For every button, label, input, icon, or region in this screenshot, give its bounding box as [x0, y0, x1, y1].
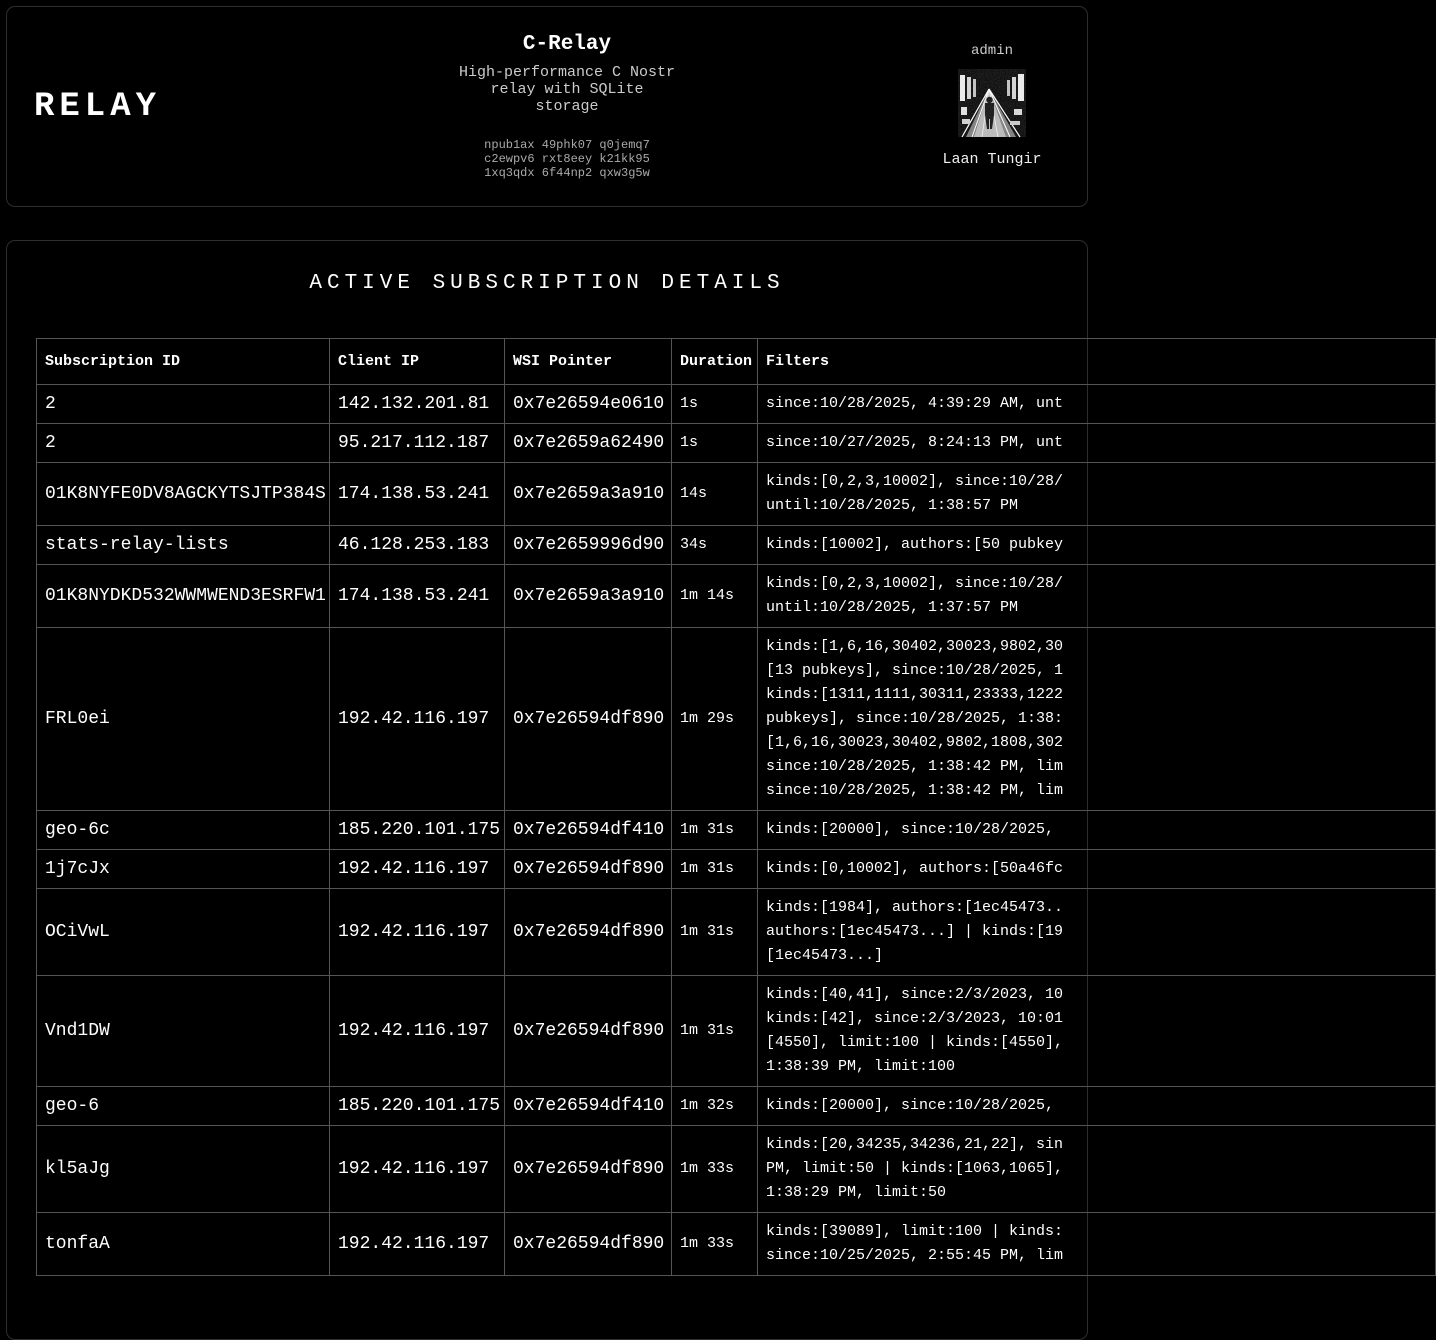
filter-line: kinds:[0,2,3,10002], since:10/28/	[766, 473, 1064, 490]
cell-duration: 1s	[672, 424, 758, 463]
filter-line: 1:38:29 PM, limit:50	[766, 1184, 947, 1201]
filter-line: 1:38:39 PM, limit:100	[766, 1058, 956, 1075]
cell-subscription-id: stats-relay-lists	[37, 526, 330, 565]
column-header-subscription-id: Subscription ID	[37, 339, 330, 385]
cell-wsi-pointer: 0x7e2659a3a910	[505, 463, 672, 526]
filter-line: since:10/27/2025, 8:24:13 PM, unt	[766, 434, 1064, 451]
npub-line: c2ewpv6 rxt8eey k21kk95	[484, 152, 650, 166]
filter-line: kinds:[1,6,16,30402,30023,9802,30	[766, 638, 1064, 655]
cell-subscription-id: kl5aJg	[37, 1126, 330, 1213]
table-row	[37, 889, 1436, 976]
cell-duration: 1m 33s	[672, 1126, 758, 1213]
cell-wsi-pointer: 0x7e2659996d90	[505, 526, 672, 565]
filter-line: until:10/28/2025, 1:37:57 PM	[766, 599, 1019, 616]
subscriptions-table-body	[37, 385, 1436, 1276]
cell-subscription-id: geo-6c	[37, 811, 330, 850]
cell-filters	[758, 628, 1436, 811]
cell-client-ip: 95.217.112.187	[330, 424, 505, 463]
table-row	[37, 1126, 1436, 1213]
table-row	[37, 1213, 1436, 1276]
cell-filters	[758, 565, 1436, 628]
filter-line: authors:[1ec45473...] | kinds:[19	[766, 923, 1064, 940]
cell-duration: 1m 31s	[672, 850, 758, 889]
cell-client-ip: 192.42.116.197	[330, 1213, 505, 1276]
table-header-row	[37, 339, 1436, 385]
filter-line: [1ec45473...]	[766, 947, 884, 964]
filter-line: kinds:[20,34235,34236,21,22], sin	[766, 1136, 1064, 1153]
cell-client-ip: 142.132.201.81	[330, 385, 505, 424]
cell-client-ip: 185.220.101.175	[330, 811, 505, 850]
filter-line: since:10/28/2025, 1:38:42 PM, lim	[766, 782, 1064, 799]
npub-key-block	[237, 138, 897, 180]
filter-line: [13 pubkeys], since:10/28/2025, 1	[766, 662, 1064, 679]
cell-client-ip: 192.42.116.197	[330, 1126, 505, 1213]
filter-line: kinds:[20000], since:10/28/2025,	[766, 1097, 1055, 1114]
cell-duration: 34s	[672, 526, 758, 565]
table-row	[37, 526, 1436, 565]
cell-subscription-id: 01K8NYDKD532WWMWEND3ESRFW1	[37, 565, 330, 628]
relay-logo: RELAY	[34, 87, 162, 126]
cell-wsi-pointer: 0x7e26594e0610	[505, 385, 672, 424]
header-center	[237, 7, 897, 206]
cell-client-ip: 185.220.101.175	[330, 1087, 505, 1126]
filter-line: until:10/28/2025, 1:38:57 PM	[766, 497, 1019, 514]
cell-client-ip: 192.42.116.197	[330, 628, 505, 811]
cell-duration: 1m 33s	[672, 1213, 758, 1276]
cell-wsi-pointer: 0x7e26594df890	[505, 628, 672, 811]
cell-duration: 1m 31s	[672, 889, 758, 976]
cell-duration: 1m 31s	[672, 811, 758, 850]
cell-subscription-id: tonfaA	[37, 1213, 330, 1276]
cell-filters	[758, 850, 1436, 889]
cell-duration: 1m 29s	[672, 628, 758, 811]
table-row	[37, 463, 1436, 526]
cell-client-ip: 192.42.116.197	[330, 976, 505, 1087]
cell-wsi-pointer: 0x7e26594df410	[505, 1087, 672, 1126]
filter-line: PM, limit:50 | kinds:[1063,1065],	[766, 1160, 1064, 1177]
header-left	[7, 7, 237, 206]
cell-filters	[758, 1126, 1436, 1213]
filter-line: kinds:[39089], limit:100 | kinds:	[766, 1223, 1064, 1240]
npub-line: npub1ax 49phk07 q0jemq7	[484, 138, 650, 152]
filter-line: since:10/28/2025, 4:39:29 AM, unt	[766, 395, 1064, 412]
cell-subscription-id: geo-6	[37, 1087, 330, 1126]
cell-wsi-pointer: 0x7e26594df890	[505, 850, 672, 889]
cell-client-ip: 192.42.116.197	[330, 889, 505, 976]
filter-line: pubkeys], since:10/28/2025, 1:38:	[766, 710, 1064, 727]
filter-line: kinds:[0,2,3,10002], since:10/28/	[766, 575, 1064, 592]
filter-line: [1,6,16,30023,30402,9802,1808,302	[766, 734, 1064, 751]
cell-subscription-id: Vnd1DW	[37, 976, 330, 1087]
column-header-filters: Filters	[758, 339, 1436, 385]
table-row	[37, 811, 1436, 850]
filter-line: kinds:[1984], authors:[1ec45473..	[766, 899, 1064, 916]
filter-line: kinds:[20000], since:10/28/2025,	[766, 821, 1055, 838]
filter-line: since:10/28/2025, 1:38:42 PM, lim	[766, 758, 1064, 775]
table-row	[37, 628, 1436, 811]
cell-filters	[758, 976, 1436, 1087]
cell-filters	[758, 811, 1436, 850]
table-row	[37, 850, 1436, 889]
npub-line: 1xq3qdx 6f44np2 qxw3g5w	[484, 166, 650, 180]
cell-filters	[758, 463, 1436, 526]
filter-line: kinds:[10002], authors:[50 pubkey	[766, 536, 1064, 553]
table-row	[37, 1087, 1436, 1126]
column-header-wsi-pointer: WSI Pointer	[505, 339, 672, 385]
cell-wsi-pointer: 0x7e2659a62490	[505, 424, 672, 463]
cell-filters	[758, 1213, 1436, 1276]
cell-filters	[758, 424, 1436, 463]
cell-client-ip: 46.128.253.183	[330, 526, 505, 565]
cell-subscription-id: 2	[37, 385, 330, 424]
cell-subscription-id: FRL0ei	[37, 628, 330, 811]
admin-avatar	[958, 69, 1026, 137]
table-row	[37, 424, 1436, 463]
table-row	[37, 976, 1436, 1087]
filter-line: kinds:[1311,1111,30311,23333,1222	[766, 686, 1064, 703]
filter-line: since:10/25/2025, 2:55:45 PM, lim	[766, 1247, 1064, 1264]
cell-wsi-pointer: 0x7e26594df890	[505, 1126, 672, 1213]
cell-filters	[758, 526, 1436, 565]
subscriptions-table-head	[37, 339, 1436, 385]
cell-wsi-pointer: 0x7e26594df890	[505, 976, 672, 1087]
cell-filters	[758, 385, 1436, 424]
cell-filters	[758, 1087, 1436, 1126]
cell-client-ip: 174.138.53.241	[330, 463, 505, 526]
subscriptions-table-clip	[36, 338, 1064, 1276]
admin-label: admin	[970, 43, 1013, 59]
admin-name: Laan Tungir	[942, 151, 1042, 168]
cell-subscription-id: 1j7cJx	[37, 850, 330, 889]
cell-client-ip: 174.138.53.241	[330, 565, 505, 628]
admin-block	[897, 7, 1087, 206]
cell-wsi-pointer: 0x7e2659a3a910	[505, 565, 672, 628]
relay-subtitle: High-performance C Nostr relay with SQLite storage	[458, 64, 676, 115]
cell-duration: 1m 32s	[672, 1087, 758, 1126]
cell-filters	[758, 889, 1436, 976]
cell-duration: 14s	[672, 463, 758, 526]
cell-duration: 1s	[672, 385, 758, 424]
filter-line: kinds:[0,10002], authors:[50a46fc	[766, 860, 1064, 877]
column-header-client-ip: Client IP	[330, 339, 505, 385]
cell-wsi-pointer: 0x7e26594df890	[505, 1213, 672, 1276]
table-row	[37, 385, 1436, 424]
cell-duration: 1m 31s	[672, 976, 758, 1087]
filter-line: kinds:[42], since:2/3/2023, 10:01	[766, 1010, 1064, 1027]
filter-line: [4550], limit:100 | kinds:[4550],	[766, 1034, 1064, 1051]
relay-title: C-Relay	[522, 33, 612, 56]
table-row	[37, 565, 1436, 628]
filter-line: kinds:[40,41], since:2/3/2023, 10	[766, 986, 1064, 1003]
cell-subscription-id: 01K8NYFE0DV8AGCKYTSJTP384S	[37, 463, 330, 526]
cell-wsi-pointer: 0x7e26594df890	[505, 889, 672, 976]
cell-client-ip: 192.42.116.197	[330, 850, 505, 889]
column-header-duration: Duration	[672, 339, 758, 385]
cell-wsi-pointer: 0x7e26594df410	[505, 811, 672, 850]
cell-duration: 1m 14s	[672, 565, 758, 628]
subscriptions-heading: ACTIVE SUBSCRIPTION DETAILS	[309, 272, 785, 295]
subscriptions-table	[36, 338, 1436, 1276]
header-panel	[6, 6, 1088, 207]
cell-subscription-id: 2	[37, 424, 330, 463]
subscriptions-panel	[6, 240, 1088, 1340]
cell-subscription-id: OCiVwL	[37, 889, 330, 976]
